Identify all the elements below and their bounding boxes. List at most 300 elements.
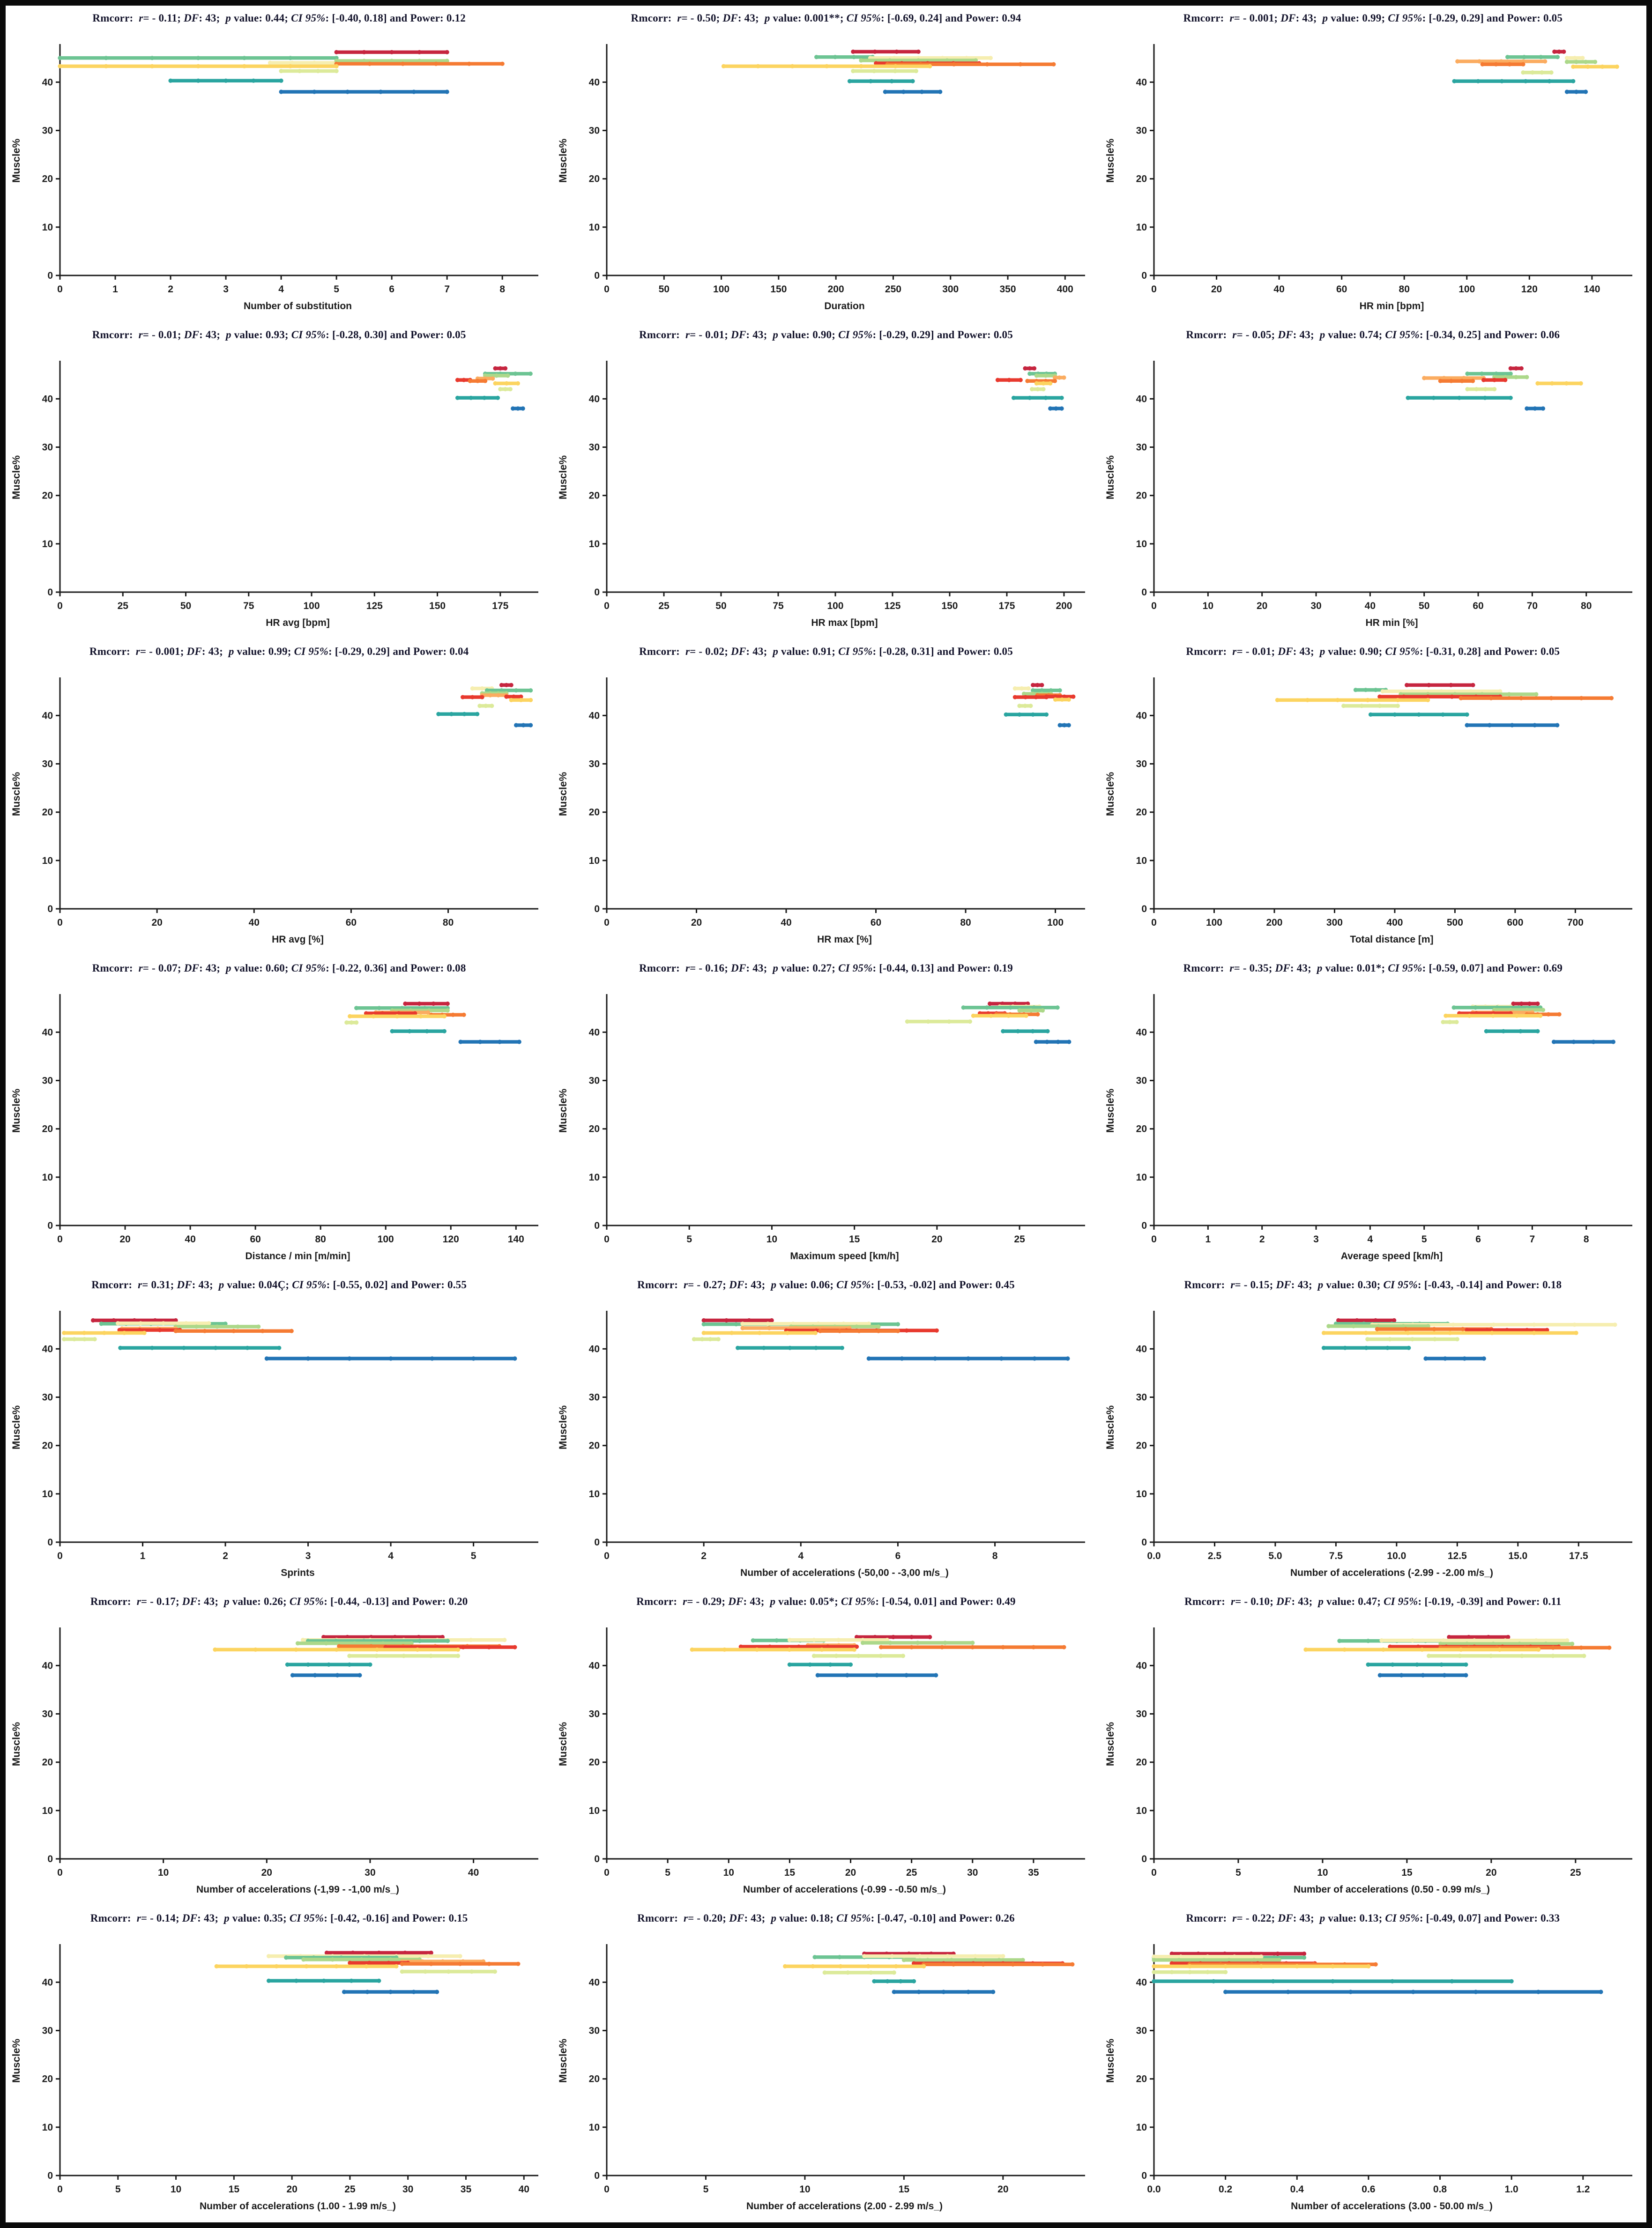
data-point [502,1638,506,1642]
x-tick-label: 15.0 [1508,1551,1527,1561]
data-point [1363,1331,1368,1335]
data-point [1457,396,1461,400]
data-point [1508,396,1512,400]
data-point [1012,396,1016,400]
data-point [470,686,475,691]
x-tick-label: 7 [1529,1234,1535,1245]
data-point [914,69,918,73]
y-tick-label: 10 [588,1488,600,1500]
y-tick-label: 40 [1136,77,1147,88]
data-point [112,1318,116,1322]
data-point [702,1322,706,1326]
segments [455,366,533,411]
data-point [1058,723,1062,727]
segments [905,1002,1072,1044]
segments [58,50,504,94]
data-point [357,1673,362,1677]
x-axis-label: Maximum speed [km/h] [790,1251,899,1262]
data-point [758,1331,762,1335]
data-point [72,1337,76,1341]
data-point [1031,1029,1035,1033]
data-point [455,378,460,382]
data-point [1580,56,1585,60]
plot-title: Rmcorr: r= - 0.14; DF: 43; p value: 0.35; CI 95%: [-0.42, -0.16] and Power: 0.15 [90,1912,468,1924]
x-tick-label: 0 [1151,1867,1157,1878]
plot-title: Rmcorr: r= - 0.16; DF: 43; p value: 0.27; CI 95%: [-0.44, 0.13] and Power: 0.19 [639,962,1013,974]
data-point [506,373,510,378]
data-point [1607,1646,1611,1650]
data-point [322,1979,326,1983]
x-tick-label: 0 [1151,284,1157,295]
data-point [429,1962,433,1966]
data-point [869,1970,873,1975]
data-point [1016,1029,1020,1033]
y-tick-label: 30 [588,1075,600,1086]
data-point [938,89,942,94]
data-point [890,79,894,83]
y-tick-label: 40 [588,1977,600,1988]
data-point [1439,1663,1444,1667]
x-tick-label: 30 [1310,601,1322,611]
data-point [426,1954,430,1958]
y-tick-label: 40 [42,1660,53,1671]
data-point [446,1969,451,1974]
data-point [1474,387,1478,391]
data-point [933,1356,938,1360]
data-point [1018,1008,1022,1012]
data-point [1508,366,1512,371]
data-point [347,1356,351,1360]
data-point [1008,1005,1012,1010]
y-axis-label: Muscle% [1104,772,1116,817]
data-point [852,55,856,59]
data-point [475,712,479,716]
segments [1452,50,1619,94]
plot-canvas [6,978,552,1272]
data-point [1459,379,1464,383]
data-point [1379,1638,1384,1642]
plot-title: Rmcorr: r= - 0.11; DF: 43; p value: 0.44; CI 95%: [-0.40, 0.18] and Power: 0.12 [92,12,466,24]
data-point [991,1990,995,1994]
data-point [1506,1635,1510,1639]
data-point [1454,1020,1459,1024]
data-point [1491,1322,1496,1327]
y-tick-label: 0 [1141,904,1147,914]
data-point [943,1641,947,1645]
data-point [741,1322,745,1326]
plot-canvas [552,1612,1099,1906]
x-tick-label: 20 [1211,284,1222,295]
data-point [736,1346,740,1350]
data-point [767,1326,772,1330]
y-tick-label: 10 [42,1488,53,1500]
data-point [487,1645,491,1649]
data-point [429,1951,433,1955]
data-point [859,64,863,68]
data-point [480,686,484,691]
data-point [1045,1040,1049,1044]
y-tick-label: 10 [588,1172,600,1183]
data-point [1491,1014,1495,1018]
data-point [1432,1327,1436,1331]
data-point [888,1641,893,1645]
subplot-16 [6,1589,552,1906]
data-point [423,1969,427,1974]
y-tick-label: 30 [1136,442,1147,453]
data-point [528,688,533,692]
data-point [335,69,339,73]
data-point [1366,1964,1370,1968]
data-point [945,1954,950,1958]
data-point [504,695,508,699]
data-point [1411,1990,1415,1994]
data-point [926,1019,930,1024]
data-point [1574,1331,1578,1335]
data-point [362,50,366,54]
data-point [873,50,877,54]
subplot-15 [1100,1272,1646,1589]
data-point [1013,695,1017,699]
y-tick-label: 40 [42,394,53,405]
data-point [348,1961,352,1965]
plot-canvas [1100,345,1646,639]
y-tick-label: 30 [42,1075,53,1086]
data-point [1450,1979,1454,1983]
data-point [971,1014,975,1018]
x-tick-label: 5 [665,1867,671,1878]
data-point [354,1006,358,1010]
data-point [1032,366,1036,371]
data-point [1572,56,1577,60]
data-point [1373,1962,1377,1967]
x-axis-label: Number of accelerations (2.00 - 2.99 m/s_) [746,2201,943,2212]
data-point [1518,1029,1522,1033]
data-point [1557,1012,1561,1017]
data-point [1484,1029,1488,1033]
data-point [1535,381,1540,386]
data-point [301,1957,305,1961]
data-point [899,1979,903,1983]
x-tick-label: 5 [470,1551,476,1561]
y-tick-label: 40 [1136,1660,1147,1671]
data-point [1565,56,1569,60]
data-point [999,1356,1004,1360]
data-point [1375,1327,1379,1331]
x-tick-label: 80 [315,1234,326,1245]
data-point [1464,1673,1468,1677]
data-point [973,1954,977,1958]
y-tick-label: 30 [1136,2025,1147,2036]
plot-title: Rmcorr: r= - 0.17; DF: 43; p value: 0.26; CI 95%: [-0.44, -0.13] and Power: 0.20 [90,1596,468,1607]
data-point [786,1331,790,1335]
y-axis-label: Muscle% [557,1088,569,1133]
plot-title: Rmcorr: r= - 0.001; DF: 43; p value: 0.99; CI 95%: [-0.29, 0.29] and Power: 0.05 [1183,12,1563,24]
x-tick-label: 0 [1151,1234,1157,1245]
data-point [1571,65,1575,69]
data-point [1019,686,1024,691]
x-tick-label: 50 [180,601,192,611]
data-point [1331,1964,1335,1968]
data-point [446,1002,450,1006]
subplot-12 [1100,956,1646,1272]
data-point [1455,59,1459,63]
data-point [911,79,915,83]
x-tick-label: 10 [170,2184,182,2195]
data-point [1013,686,1017,691]
data-point [928,64,932,68]
data-point [213,1648,217,1652]
data-point [1571,1040,1576,1044]
data-point [1042,381,1046,386]
data-point [940,1645,944,1649]
data-point [496,396,500,400]
data-point [823,1970,827,1975]
y-tick-label: 0 [594,270,600,281]
x-axis-label: HR avg [bpm] [266,617,330,628]
y-tick-label: 20 [42,807,53,818]
x-tick-label: 20 [1485,1867,1497,1878]
data-point [917,1990,921,1994]
x-axis-label: Distance / min [m/min] [245,1251,350,1262]
data-point [461,378,466,382]
data-point [1395,704,1399,708]
data-point [1023,366,1027,371]
data-point [1522,55,1526,59]
data-point [288,56,292,60]
y-tick-label: 0 [594,1220,600,1231]
data-point [342,1990,346,1994]
data-point [783,1964,787,1968]
data-point [1152,1970,1156,1974]
data-point [828,1663,833,1667]
y-tick-label: 40 [1136,1027,1147,1038]
subplot-5 [552,322,1099,639]
data-point [434,62,438,66]
x-tick-label: 35 [1028,1867,1039,1878]
data-point [1500,79,1504,83]
y-tick-label: 0 [1141,270,1147,281]
data-point [751,1638,755,1642]
data-point [1565,59,1569,64]
y-tick-label: 20 [588,1440,600,1451]
data-point [516,406,520,410]
data-point [905,1019,909,1024]
y-tick-label: 20 [1136,490,1147,501]
x-tick-label: 0 [604,1551,610,1561]
data-point [1431,396,1436,400]
y-tick-label: 10 [1136,1172,1147,1183]
x-tick-label: 40 [248,917,260,928]
x-tick-label: 25 [906,1867,917,1878]
data-point [418,1014,423,1018]
x-tick-label: 200 [1266,917,1283,928]
data-point [1395,698,1399,702]
data-point [1034,1040,1038,1044]
data-point [488,693,492,697]
data-point [182,1346,186,1350]
data-point [1403,1327,1407,1331]
x-tick-label: 25 [344,2184,356,2195]
x-tick-label: 0.0 [1147,1551,1161,1561]
data-point [1416,713,1421,717]
data-point [788,1648,792,1652]
data-point [194,1324,199,1329]
plot-title: Rmcorr: r= - 0.02; DF: 43; p value: 0.91; CI 95%: [-0.28, 0.31] and Power: 0.05 [639,646,1013,657]
x-tick-label: 25 [658,601,670,611]
data-point [1438,379,1442,383]
plot-title: Rmcorr: r= - 0.35; DF: 43; p value: 0.01*; CI 95%: [-0.59, 0.07] and Power: 0.69 [1183,962,1563,974]
data-point [950,1958,954,1962]
y-tick-label: 30 [1136,1708,1147,1720]
y-tick-label: 10 [588,855,600,866]
y-tick-label: 0 [47,1854,53,1864]
data-point [1406,1331,1410,1335]
data-point [1533,406,1537,410]
x-tick-label: 2.5 [1207,1551,1221,1561]
data-point [1503,378,1507,382]
x-tick-label: 40 [468,1867,479,1878]
data-point [1541,1008,1545,1012]
data-point [1054,406,1058,410]
data-point [411,1990,416,1994]
data-point [350,1951,355,1955]
data-point [1427,683,1431,687]
data-point [461,1645,465,1649]
data-point [1007,378,1012,382]
y-tick-label: 20 [1136,807,1147,818]
data-point [893,69,897,73]
data-point [93,1337,97,1341]
data-point [301,1638,305,1642]
data-point [915,1641,920,1645]
data-point [519,698,523,702]
data-point [471,1356,476,1360]
x-tick-label: 3 [305,1551,311,1561]
data-point [231,1329,236,1333]
x-tick-label: 7.5 [1329,1551,1343,1561]
x-tick-label: 30 [402,2184,414,2195]
x-axis-label: Number of accelerations (-1,99 - -1,00 m/s_) [196,1884,399,1895]
y-tick-label: 0 [47,2170,53,2181]
data-point [1053,379,1057,383]
data-point [1351,1324,1355,1328]
x-tick-label: 8 [1583,1234,1589,1245]
x-tick-label: 5 [334,284,339,295]
plot-title: Rmcorr: r= - 0.22; DF: 43; p value: 0.13; CI 95%: [-0.49, 0.07] and Power: 0.33 [1186,1912,1560,1924]
data-point [1067,1040,1072,1044]
data-point [1441,1020,1445,1024]
data-point [174,1329,178,1333]
data-point [223,79,228,83]
y-tick-label: 10 [42,538,53,550]
x-tick-label: 0 [604,284,610,295]
data-point [1187,1964,1191,1968]
data-point [1353,688,1357,692]
subplot-6 [1100,322,1646,639]
x-tick-label: 1.0 [1504,2184,1518,2195]
y-tick-label: 10 [1136,1805,1147,1816]
x-tick-label: 100 [1206,917,1222,928]
data-point [942,1990,946,1994]
x-tick-label: 10 [723,1867,735,1878]
data-point [1019,62,1023,67]
x-axis-label: Total distance [m] [1350,934,1434,945]
x-tick-label: 0 [604,2184,610,2195]
x-tick-label: 20 [286,2184,298,2195]
x-tick-label: 20 [997,2184,1009,2195]
x-tick-label: 0 [57,2184,63,2195]
y-axis-label: Muscle% [557,772,569,817]
y-tick-label: 40 [1136,710,1147,721]
data-point [1023,704,1027,708]
data-point [1441,1638,1445,1642]
y-tick-label: 10 [1136,2122,1147,2133]
x-axis-label: HR max [%] [817,934,872,945]
x-tick-label: 0 [57,601,63,611]
data-point [818,1329,822,1333]
x-tick-label: 1 [140,1551,146,1561]
y-tick-label: 0 [1141,587,1147,598]
x-tick-label: 4 [798,1551,804,1561]
data-point [918,1954,922,1958]
data-point [513,1356,517,1360]
data-point [722,1648,727,1652]
data-point [872,1979,877,1983]
data-point [1532,1331,1536,1335]
x-axis-label: Number of accelerations (3.00 - 50.00 m/s_) [1290,2201,1493,2212]
data-point [839,1964,843,1968]
data-point [267,1979,271,1983]
x-tick-label: 0 [57,1234,63,1245]
x-tick-label: 0 [1151,917,1157,928]
y-tick-label: 20 [1136,2073,1147,2085]
data-point [1471,379,1475,383]
data-point [1452,79,1456,83]
plot-canvas [552,661,1099,956]
data-point [1584,89,1588,94]
data-point [1481,1356,1486,1360]
data-point [1152,1979,1156,1983]
data-point [1533,723,1537,727]
data-point [909,1645,914,1649]
data-point [58,56,62,60]
data-point [1044,695,1049,699]
data-point [1277,1958,1281,1962]
x-tick-label: 5.0 [1268,1551,1282,1561]
data-point [1044,713,1049,717]
x-axis-label: Average speed [km/h] [1340,1251,1443,1262]
plot-title: Rmcorr: r= - 0.07; DF: 43; p value: 0.60; CI 95%: [-0.22, 0.36] and Power: 0.08 [92,962,466,974]
data-point [277,1346,281,1350]
data-point [909,1635,914,1639]
data-point [279,89,283,94]
subplot-10 [6,956,552,1272]
data-point [1385,1346,1389,1350]
data-point [700,1337,704,1341]
data-point [1152,1964,1156,1968]
x-tick-label: 2 [168,284,173,295]
data-point [1449,379,1453,383]
y-tick-label: 20 [588,490,600,501]
x-tick-label: 10 [157,1867,169,1878]
x-tick-label: 100 [1047,917,1064,928]
y-tick-label: 20 [1136,1440,1147,1451]
subplot-8 [552,639,1099,956]
data-point [947,1019,951,1024]
data-point [1519,366,1523,371]
data-point [462,712,466,716]
x-tick-label: 80 [960,917,972,928]
